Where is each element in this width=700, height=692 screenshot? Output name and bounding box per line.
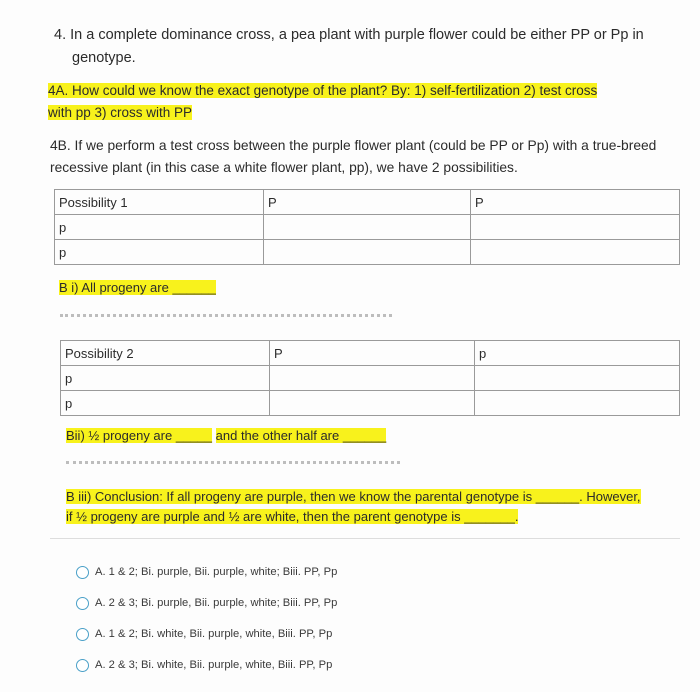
question-4b-line2: recessive plant (in this case a white flower plant, pp), we have 2 possibilities. bbox=[50, 160, 518, 175]
table-row bbox=[55, 240, 680, 265]
radio-button-icon[interactable] bbox=[76, 659, 89, 672]
answer-bii-part2: and the other half are bbox=[215, 428, 340, 443]
answer-bii-part1: Bii) ½ progeny are bbox=[66, 428, 173, 443]
table-cell: P bbox=[264, 190, 471, 215]
table-cell bbox=[475, 391, 680, 416]
table-header-row bbox=[61, 341, 680, 366]
question-4b-line1: 4B. If we perform a test cross between the purple flower plant (could be PP or Pp) with a true-breed bbox=[50, 138, 657, 153]
answer-option-1[interactable] bbox=[76, 562, 337, 582]
answer-bi bbox=[59, 280, 216, 295]
question-4-line2: genotype. bbox=[72, 50, 136, 66]
question-4-text bbox=[54, 24, 674, 70]
table-header-row bbox=[55, 190, 680, 215]
table-cell bbox=[270, 366, 475, 391]
question-4a bbox=[48, 80, 668, 124]
section-divider bbox=[50, 538, 680, 539]
answer-options bbox=[76, 562, 337, 686]
answer-option-2[interactable] bbox=[76, 593, 337, 613]
answer-biii-line1: B iii) Conclusion: If all progeny are purple, then we know the parental genotype is bbox=[66, 489, 533, 504]
punnett-square-possibility-1 bbox=[54, 189, 680, 265]
table-cell: p bbox=[61, 366, 270, 391]
table-cell: p bbox=[55, 215, 264, 240]
table-row bbox=[55, 215, 680, 240]
table-cell: Possibility 2 bbox=[61, 341, 270, 366]
table-cell bbox=[475, 366, 680, 391]
table-cell: P bbox=[270, 341, 475, 366]
answer-option-label: A. 1 & 2; Bi. purple, Bii. purple, white; Biii. PP, Pp bbox=[95, 566, 338, 578]
table-cell: p bbox=[61, 391, 270, 416]
radio-button-icon[interactable] bbox=[76, 566, 89, 579]
answer-biii: B iii) Conclusion: If all progeny are purple, then we know the parental genotype is ______. However, if ½ progeny are purple and ½ are white, then the parent genotype is _______. bbox=[66, 489, 641, 524]
table-cell: P bbox=[471, 190, 680, 215]
table-cell: Possibility 1 bbox=[55, 190, 264, 215]
dotted-divider bbox=[60, 314, 392, 317]
radio-button-icon[interactable] bbox=[76, 597, 89, 610]
answer-biii-line2: if ½ progeny are purple and ½ are white, then the parent genotype is bbox=[66, 509, 461, 524]
answer-bi-label: B i) All progeny are ______ bbox=[59, 280, 216, 295]
question-4b bbox=[50, 135, 680, 179]
table-row bbox=[61, 391, 680, 416]
question-4-line1: 4. In a complete dominance cross, a pea plant with purple flower could be either PP or Pp in bbox=[54, 27, 644, 43]
table-cell bbox=[471, 240, 680, 265]
radio-button-icon[interactable] bbox=[76, 628, 89, 641]
answer-bii: Bii) ½ progeny are _____ and the other half are ______ bbox=[66, 428, 387, 443]
table-cell bbox=[270, 391, 475, 416]
table-cell: p bbox=[475, 341, 680, 366]
table-cell bbox=[264, 215, 471, 240]
dotted-divider bbox=[66, 461, 400, 464]
table-cell bbox=[264, 240, 471, 265]
table-row bbox=[61, 366, 680, 391]
question-4a-line2: with pp 3) cross with PP bbox=[48, 105, 193, 120]
table-cell: p bbox=[55, 240, 264, 265]
answer-option-label: A. 2 & 3; Bi. purple, Bii. purple, white; Biii. PP, Pp bbox=[95, 597, 338, 609]
answer-option-4[interactable] bbox=[76, 655, 337, 675]
question-4a-line1: 4A. How could we know the exact genotype of the plant? By: 1) self-fertilization 2) test cross bbox=[48, 83, 598, 98]
answer-option-label: A. 2 & 3; Bi. white, Bii. purple, white, Biii. PP, Pp bbox=[95, 659, 333, 671]
answer-option-label: A. 1 & 2; Bi. white, Bii. purple, white, Biii. PP, Pp bbox=[95, 628, 333, 640]
punnett-square-possibility-2 bbox=[60, 340, 680, 416]
answer-option-3[interactable] bbox=[76, 624, 337, 644]
table-cell bbox=[471, 215, 680, 240]
